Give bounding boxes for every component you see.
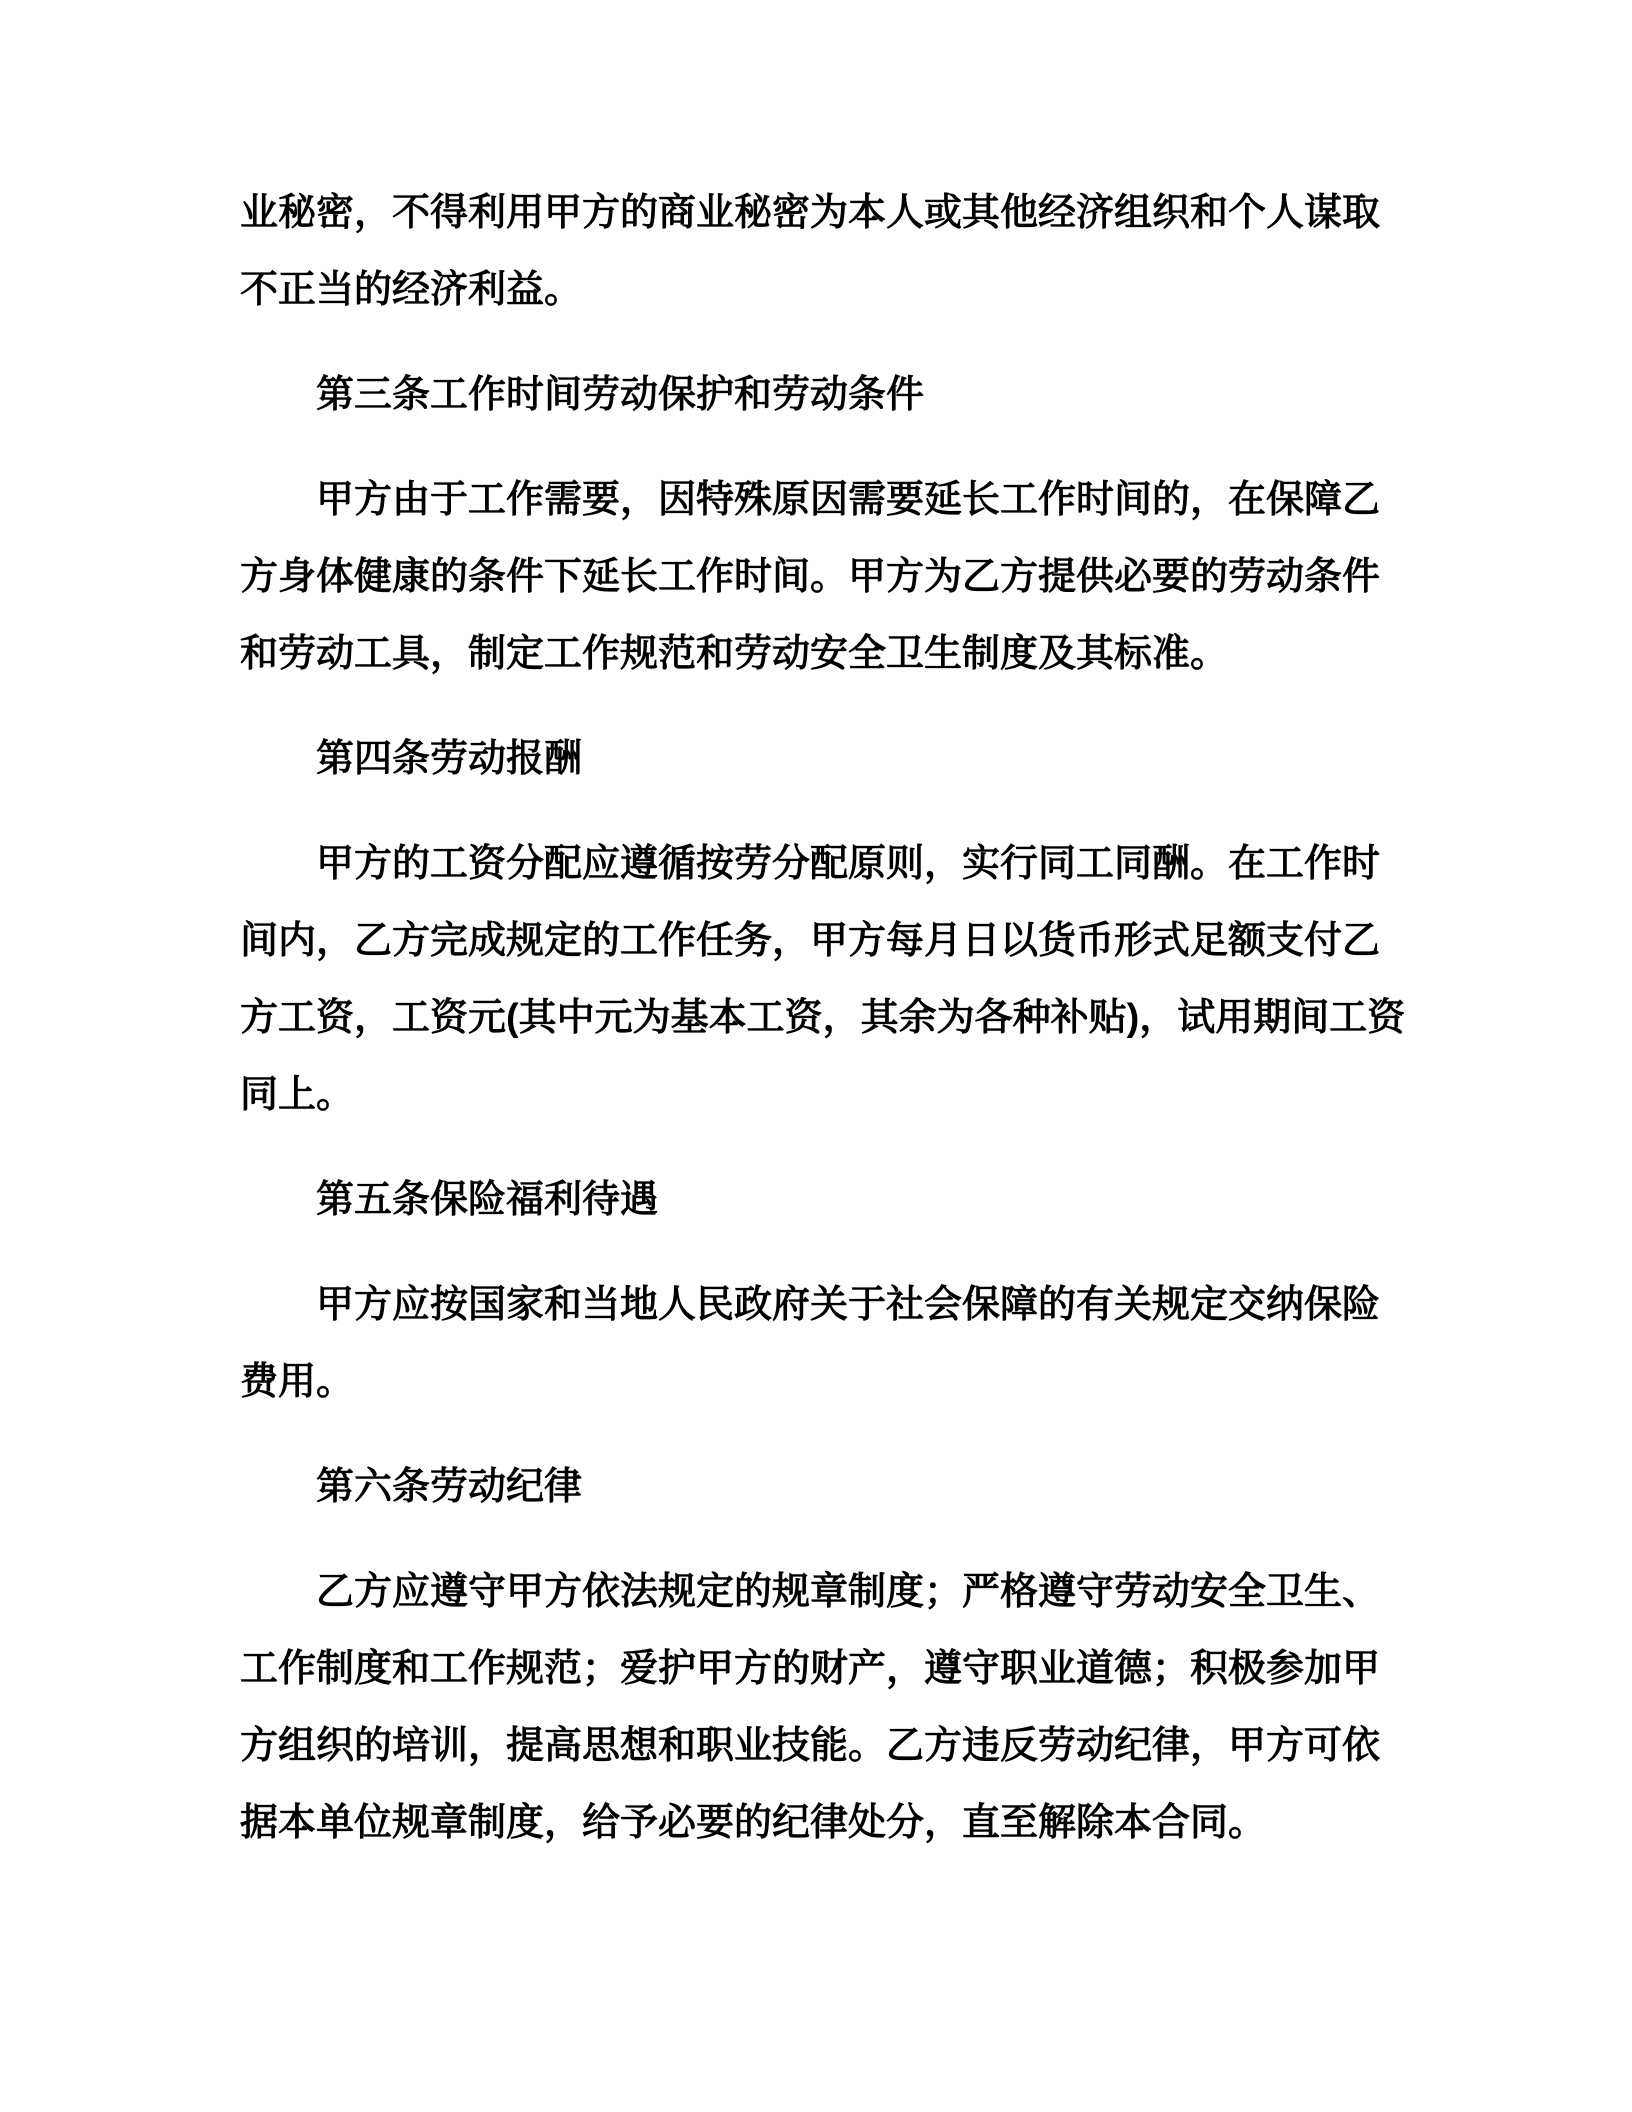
section-heading-article-4: 第四条劳动报酬 [316,738,583,780]
paragraph [240,462,1381,693]
text-line: 费用。 [240,1361,355,1403]
text-line: 工作制度和工作规范；爱护甲方的财产，遵守职业道德；积极参加甲 [240,1648,1381,1690]
paragraph [240,1554,1381,1862]
section-heading-article-5: 第五条保险福利待遇 [316,1179,659,1221]
text-line: 方工资，工资元(其中元为基本工资，其余为各种补贴)，试用期间工资 [240,997,1406,1039]
text-line: 不正当的经济利益。 [240,269,583,311]
text-line: 甲方应按国家和当地人民政府关于社会保障的有关规定交纳保险 [316,1284,1381,1326]
text-line: 甲方的工资分配应遵循按劳分配原则，实行同工同酬。在工作时 [316,843,1381,885]
text-line: 同上。 [240,1074,355,1116]
text-line: 方身体健康的条件下延长工作时间。甲方为乙方提供必要的劳动条件 [240,556,1381,598]
section-heading-article-6: 第六条劳动纪律 [316,1466,583,1508]
paragraph [240,1267,1381,1421]
text-line: 和劳动工具，制定工作规范和劳动安全卫生制度及其标准。 [240,633,1229,675]
paragraph [240,826,1406,1134]
paragraph [240,175,1381,329]
text-line: 方组织的培训，提高思想和职业技能。乙方违反劳动纪律，甲方可依 [240,1725,1381,1767]
section-heading-article-3: 第三条工作时间劳动保护和劳动条件 [316,374,925,416]
text-line: 乙方应遵守甲方依法规定的规章制度；严格遵守劳动安全卫生、 [316,1571,1381,1613]
text-line: 业秘密，不得利用甲方的商业秘密为本人或其他经济组织和个人谋取 [240,192,1381,234]
text-line: 间内，乙方完成规定的工作任务，甲方每月日以货币形式足额支付乙 [240,920,1381,962]
text-line: 据本单位规章制度，给予必要的纪律处分，直至解除本合同。 [240,1802,1267,1844]
text-line: 甲方由于工作需要，因特殊原因需要延长工作时间的，在保障乙 [316,479,1381,521]
